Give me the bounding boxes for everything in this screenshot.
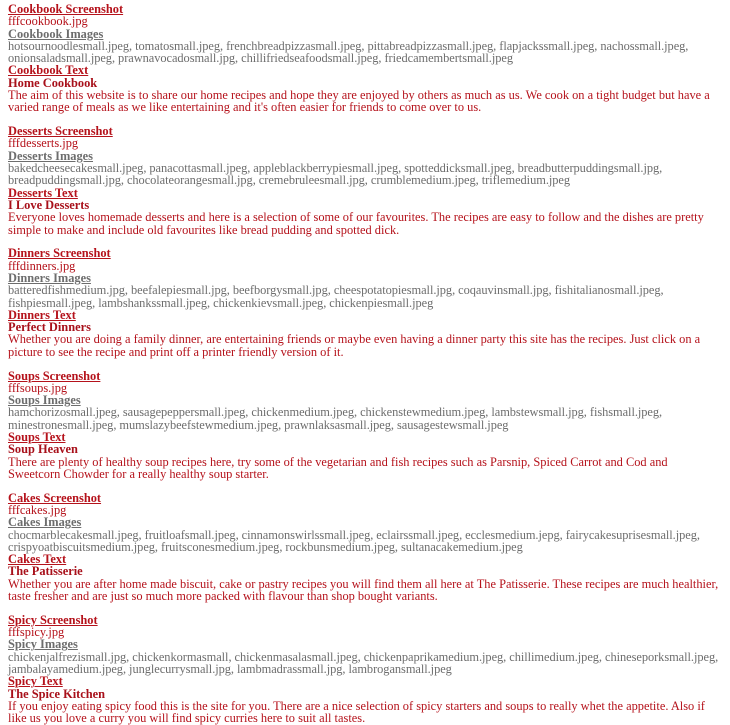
text-heading: Soups Text [8, 430, 66, 444]
text-heading: Cookbook Text [8, 63, 89, 78]
text-heading: Desserts Text [8, 185, 78, 200]
images-list: chickenjalfrezismall.jpg, chickenkormasmall, chickenmasalasmall.jpeg, chickenpaprikamedium.jpeg, chillimedium.jpeg, chineseporksmall.jpeg, jambalayamedium.jpeg, junglecurrysmall.jpg, lambmadrassmall.jpg, lambrogansmall.jpeg [8, 649, 719, 677]
section-body: Everyone loves homemade desserts and here is a selection of some of our favourites. The recipes are easy to follow and the dishes are pretty simple to make and include old favourites like bread pudding and spotted dick. [8, 210, 704, 237]
images-heading: Cookbook Images [8, 26, 104, 41]
section-body: If you enjoy eating spicy food this is the site for you. There are a nice selection of spicy starters and soups to really whet the appetite. Also if like us you love a curry you will find spicy curries here to suit all tastes. [8, 698, 705, 725]
images-list: hamchorizosmall.jpeg, sausagepeppersmall.jpeg, chickenmedium.jpeg, chickenstewmedium.jpeg, lambstewsmall.jpg, fishsmall.jpeg, minestronesmall.jpeg, mumslazybeefstewmedium.jpeg, prawnlaksasmall.jpeg, sausagestewsmall.jpeg [8, 405, 663, 432]
section-soups [8, 370, 722, 481]
section-cookbook [8, 3, 722, 114]
section-title: Home Cookbook [8, 75, 98, 90]
screenshot-heading: Spicy Screenshot [8, 612, 98, 627]
section-cakes [8, 492, 722, 603]
screenshot-heading: Cookbook Screenshot [8, 2, 124, 16]
section-title: I Love Desserts [8, 197, 90, 212]
screenshot-filename: fffcakes.jpg [8, 502, 67, 517]
images-list: bakedcheesecakesmall.jpeg, panacottasmall.jpeg, appleblackberrypiesmall.jpeg, spotteddicksmall.jpeg, breadbutterpuddingsmall.jpg, breadpuddingsmall.jpg, chocolateorangesmall.jpg, cremebruleesmall.jpg, crumblemedium.jpeg, triflemedium.jpeg [8, 161, 663, 188]
images-heading: Dinners Images [8, 270, 91, 285]
screenshot-heading: Cakes Screenshot [8, 490, 102, 505]
section-body: The aim of this website is to share our home recipes and hope they are enjoyed by others as much as us. We cook on a tight budget but have a varied range of meals as we like entertaining and it's often easier for friends to come over to us. [8, 88, 710, 115]
text-heading: Dinners Text [8, 307, 76, 322]
section-title: Perfect Dinners [8, 320, 91, 335]
images-list: chocmarblecakesmall.jpeg, fruitloafsmall.jpeg, cinnamonswirlssmall.jpeg, eclairssmall.jpeg, ecclesmedium.jepg, fairycakesuprisesmall.jpeg, crispyoatbiscuitsmedium.jpeg, fruitsconesmedium.jpeg, rockbunsmedium.jpeg, sultanacakemedium.jpeg [8, 527, 700, 554]
images-list: hotsournoodlesmall.jpeg, tomatosmall.jpeg, frenchbreadpizzasmall.jpeg, pittabreadpizzasmall.jpeg, flapjackssmall.jpeg, nachossmall.jpeg, onionsaladsmall.jpeg, prawnavocadosmall.jpg, chillifriedseafoodsmall.jpeg, friedcamembertsmall.jpeg [8, 38, 689, 66]
section-body: There are plenty of healthy soup recipes here, try some of the vegetarian and fish recipes such as Parsnip, Spiced Carrot and Cod and Sweetcorn Chowder for a really healthy soup starter. [8, 454, 668, 481]
screenshot-filename: fffdesserts.jpg [8, 136, 79, 151]
text-heading: Cakes Text [8, 552, 67, 567]
section-title: The Spice Kitchen [8, 686, 106, 701]
section-body: Whether you are doing a family dinner, are entertaining friends or maybe even having a dinner party this site has the recipes. Just click on a picture to see the recipe and print off a printer friendly version of it. [8, 332, 701, 359]
screenshot-filename: fffspicy.jpg [8, 625, 65, 640]
section-body: Whether you are after home made biscuit, cake or pastry recipes you will find them all here at The Patisserie. These recipes are much healthier, taste fresher and are just so much more packed with flavour than shop bought variants. [8, 576, 719, 604]
images-heading: Cakes Images [8, 515, 82, 530]
screenshot-filename: fffcookbook.jpg [8, 14, 88, 29]
section-title: The Patisserie [8, 564, 83, 579]
text-heading: Spicy Text [8, 674, 63, 689]
screenshot-heading: Soups Screenshot [8, 368, 101, 383]
screenshot-filename: fffsoups.jpg [8, 380, 68, 395]
section-title: Soup Heaven [8, 442, 78, 457]
images-heading: Desserts Images [8, 148, 93, 163]
screenshot-heading: Desserts Screenshot [8, 124, 113, 139]
section-dinners [8, 247, 722, 358]
screenshot-filename: fffdinners.jpg [8, 258, 76, 273]
section-spicy [8, 614, 722, 725]
images-heading: Spicy Images [8, 637, 78, 652]
screenshot-heading: Dinners Screenshot [8, 246, 111, 261]
images-list: batteredfishmedium.jpg, beefalepiesmall.jpg, beefborgysmall.jpg, cheespotatopiesmall.jpg, coqauvinsmall.jpg, fishitalianosmall.jpeg, fishpiesmall.jpeg, lambshankssmall.jpeg, chickenkievsmall.jpeg, chickenpiesmall.jpeg [8, 283, 664, 310]
images-heading: Soups Images [8, 393, 81, 408]
section-desserts [8, 125, 722, 236]
